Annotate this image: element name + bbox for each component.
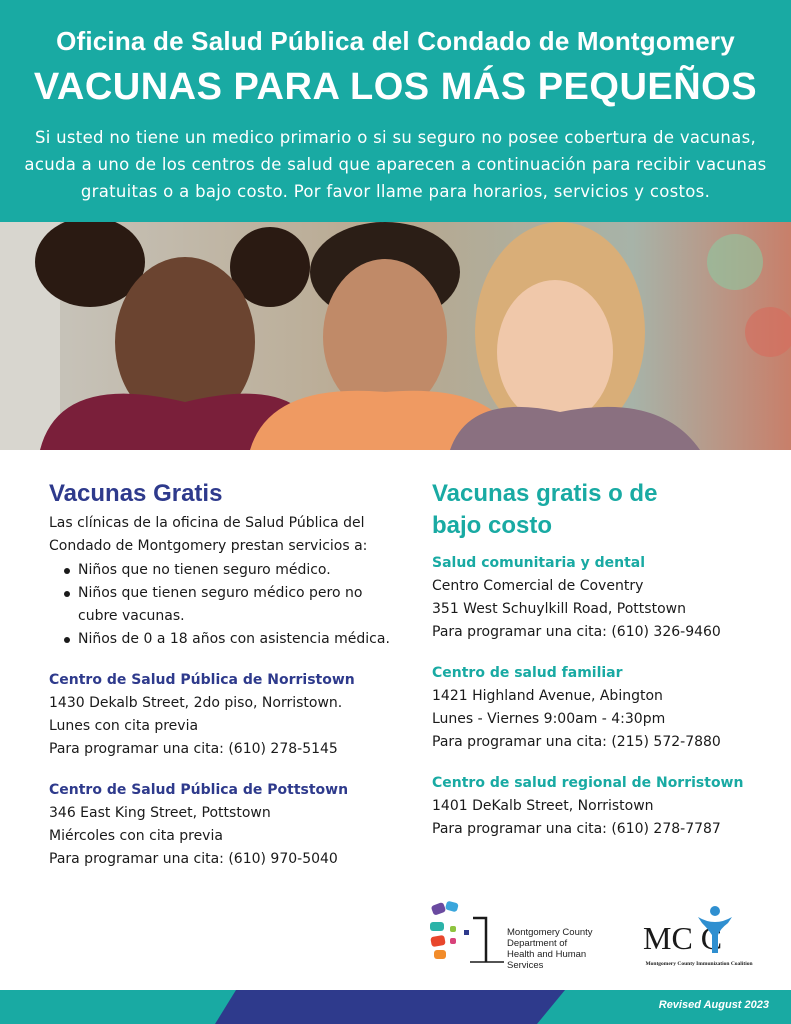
center-phone: Para programar una cita: (610) 326-9460 xyxy=(432,624,721,640)
mc-logo-line: Montgomery County xyxy=(507,927,593,938)
center-pottstown xyxy=(49,779,399,871)
free-vaccines-intro: Las clínicas de la oficina de Salud Pública del Condado de Montgomery prestan servicios a: xyxy=(49,515,368,554)
list-item: Niños que tienen seguro médico pero no cubre vacunas. xyxy=(49,582,399,628)
center-line: 351 West Schuylkill Road, Pottstown xyxy=(432,601,686,617)
list-item: Niños de 0 a 18 años con asistencia médica. xyxy=(49,628,399,651)
mc-logo-line: Health and Human Services xyxy=(507,949,587,971)
center-address: 1430 Dekalb Street, 2do piso, Norristown. xyxy=(49,695,343,711)
center-name: Centro de salud familiar xyxy=(432,665,623,681)
center-line: 1421 Highland Avenue, Abington xyxy=(432,688,663,704)
revised-date: Revised August 2023 xyxy=(658,999,769,1011)
mcic-logo-icon xyxy=(640,903,755,961)
center-phone: Para programar una cita: (215) 572-7880 xyxy=(432,734,721,750)
center-community-dental xyxy=(432,552,762,644)
page-title: VACUNAS PARA LOS MÁS PEQUEÑOS xyxy=(33,66,758,108)
center-name: Salud comunitaria y dental xyxy=(432,555,646,571)
center-norristown-regional xyxy=(432,772,762,841)
center-family-health xyxy=(432,662,762,754)
center-line: Lunes - Viernes 9:00am - 4:30pm xyxy=(432,711,666,727)
free-vaccines-column xyxy=(49,478,399,871)
mcic-letters: MC C xyxy=(643,920,723,956)
center-hours: Lunes con cita previa xyxy=(49,718,199,734)
center-name: Centro de Salud Pública de Norristown xyxy=(49,672,355,688)
free-vaccines-heading: Vacunas Gratis xyxy=(49,480,223,507)
children-photo xyxy=(0,222,791,450)
center-name: Centro de Salud Pública de Pottstown xyxy=(49,782,349,798)
mc-logo-text xyxy=(507,927,618,971)
eligibility-list xyxy=(49,559,399,651)
mc-logo-icon xyxy=(428,900,506,975)
center-phone: Para programar una cita: (610) 970-5040 xyxy=(49,851,338,867)
mc-logo-line: Department of xyxy=(507,938,568,949)
center-address: 346 East King Street, Pottstown xyxy=(49,805,271,821)
low-cost-heading: Vacunas gratis o de bajo costo xyxy=(432,480,658,539)
low-cost-vaccines-column xyxy=(432,478,762,841)
center-phone: Para programar una cita: (610) 278-5145 xyxy=(49,741,338,757)
list-item: Niños que no tienen seguro médico. xyxy=(49,559,399,582)
center-name: Centro de salud regional de Norristown xyxy=(432,775,744,791)
intro-text: Si usted no tiene un medico primario o si su seguro no posee cobertura de vacunas, acuda a uno de los centros de salud que aparecen a continuación para recibir vacunas gratuitas o a bajo costo. Por favor llame para horarios, servicios y costos. xyxy=(24,128,767,201)
header-banner xyxy=(0,0,791,222)
center-norristown xyxy=(49,669,399,761)
footer-accent xyxy=(215,990,565,1024)
mcic-caption: Montgomery County Immunization Coalition xyxy=(645,961,753,967)
org-title: Oficina de Salud Pública del Condado de Montgomery xyxy=(56,26,735,56)
center-phone: Para programar una cita: (610) 278-7787 xyxy=(432,821,721,837)
mcic-logo xyxy=(640,903,755,973)
center-line: Centro Comercial de Coventry xyxy=(432,578,644,594)
center-hours: Miércoles con cita previa xyxy=(49,828,223,844)
montgomery-county-logo xyxy=(428,900,618,975)
center-line: 1401 DeKalb Street, Norristown xyxy=(432,798,654,814)
